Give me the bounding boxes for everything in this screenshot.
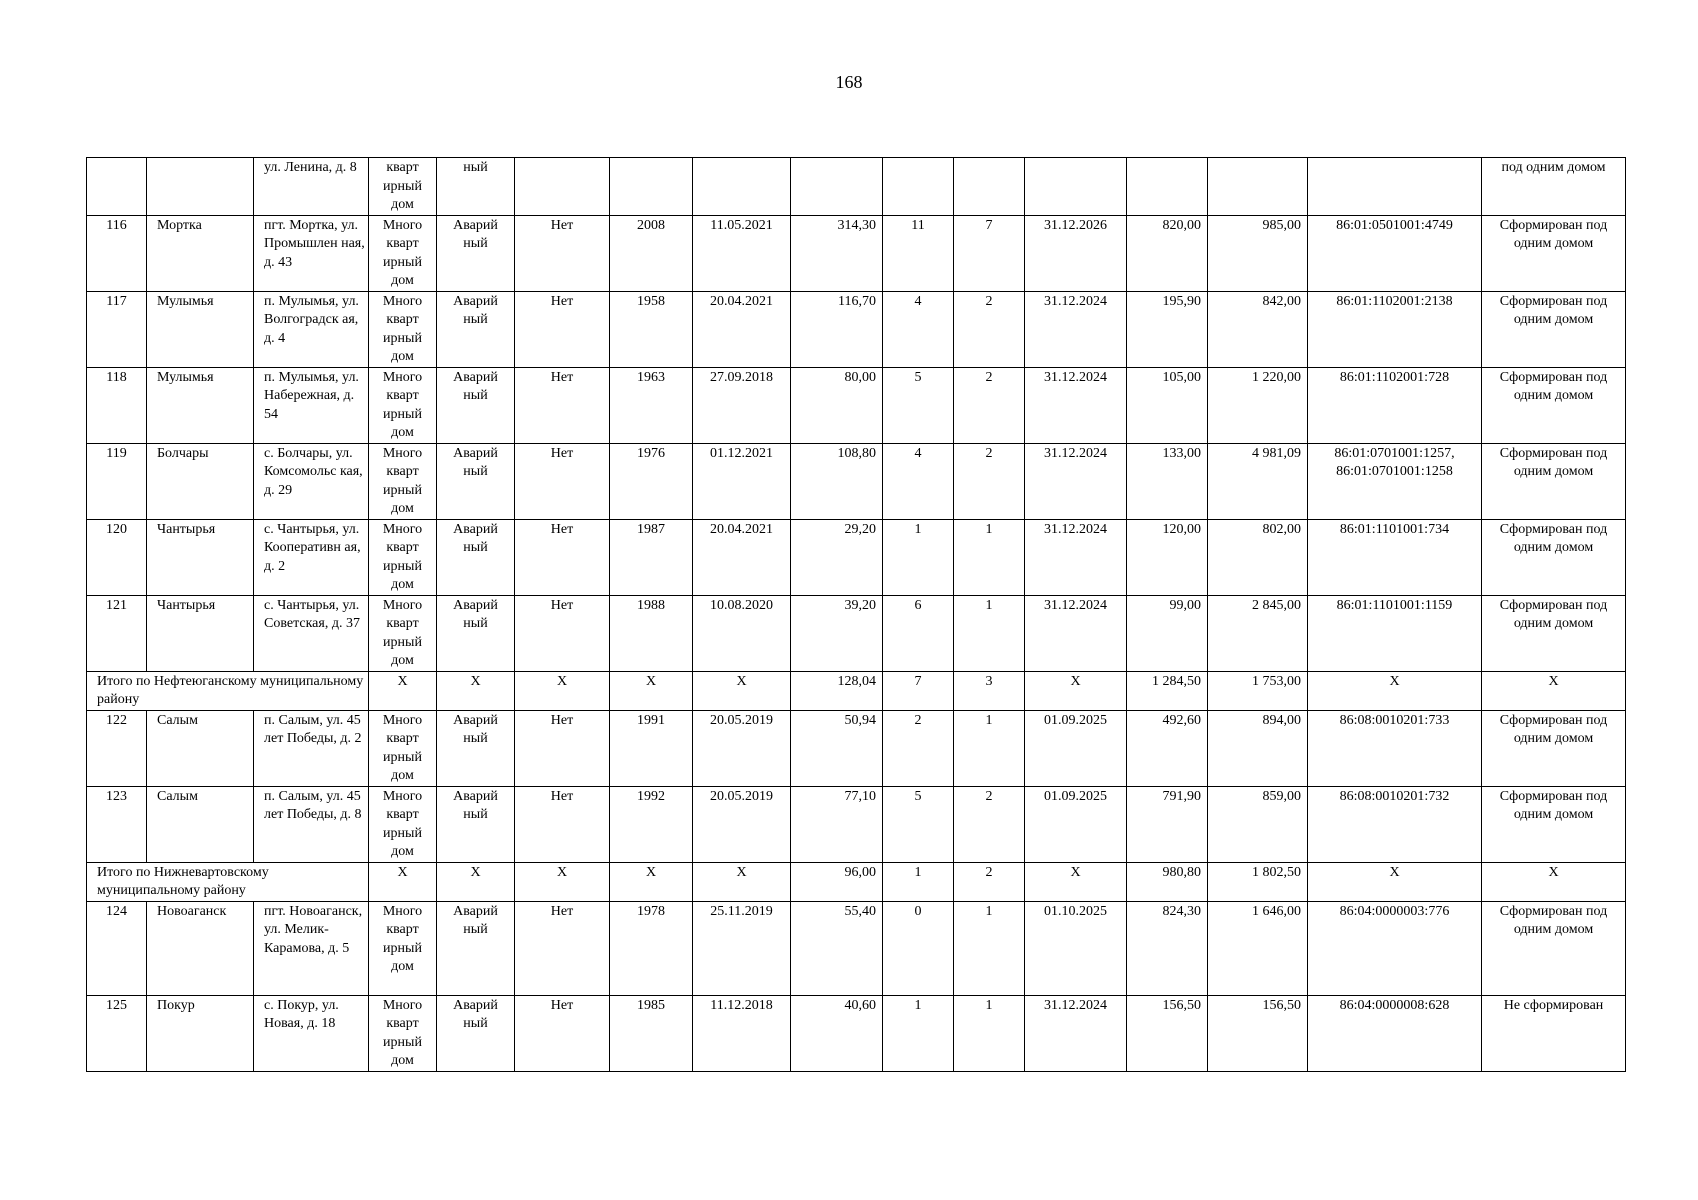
cell-number: 122: [87, 710, 147, 786]
cell-flag: Нет: [515, 901, 610, 995]
cell-area-land2: 1 220,00: [1208, 367, 1308, 443]
cell-date: Х: [693, 671, 791, 710]
cell-area-land: 1 284,50: [1127, 671, 1208, 710]
cell-address: с. Чантырья, ул. Советская, д. 37: [254, 595, 369, 671]
table-row: [87, 367, 1626, 443]
cell-residents: 6: [883, 595, 954, 671]
cell-area-land: 820,00: [1127, 215, 1208, 291]
cell-flag: Нет: [515, 291, 610, 367]
cell-address: с. Болчары, ул. Комсомольс кая, д. 29: [254, 443, 369, 519]
cell-flag: Нет: [515, 215, 610, 291]
cell-house-type: Много кварт ирный дом: [369, 595, 437, 671]
cell-land-status: Х: [1482, 671, 1626, 710]
cell-number: 118: [87, 367, 147, 443]
cell-number: 116: [87, 215, 147, 291]
cell-area: 314,30: [791, 215, 883, 291]
cell-deadline: 01.09.2025: [1025, 710, 1127, 786]
cell-area-land: 99,00: [1127, 595, 1208, 671]
cell-land-status: Сформирован под одним домом: [1482, 367, 1626, 443]
cell-area-land: 133,00: [1127, 443, 1208, 519]
cell-number: 117: [87, 291, 147, 367]
cell-premises: 2: [954, 367, 1025, 443]
cell-house-type: Много кварт ирный дом: [369, 519, 437, 595]
cell-deadline: 01.10.2025: [1025, 901, 1127, 995]
cell-cadastral: 86:01:1101001:1159: [1308, 595, 1482, 671]
cell-date: 11.12.2018: [693, 995, 791, 1071]
cell-year: 1976: [610, 443, 693, 519]
cell-premises: 7: [954, 215, 1025, 291]
cell-cadastral: 86:01:1102001:2138: [1308, 291, 1482, 367]
cell-area-land2: 985,00: [1208, 215, 1308, 291]
cell-area-land: 824,30: [1127, 901, 1208, 995]
cell-deadline: Х: [1025, 862, 1127, 901]
table-row: [87, 786, 1626, 862]
cell-flag: Нет: [515, 519, 610, 595]
cell-area: 128,04: [791, 671, 883, 710]
cell-area-land: 156,50: [1127, 995, 1208, 1071]
cell-deadline: 31.12.2024: [1025, 291, 1127, 367]
cell-flag: Х: [515, 671, 610, 710]
cell-deadline: 31.12.2024: [1025, 443, 1127, 519]
cell-house-type: Много кварт ирный дом: [369, 215, 437, 291]
cell-house-type: Много кварт ирный дом: [369, 710, 437, 786]
cell-year: 1963: [610, 367, 693, 443]
cell-year: 1958: [610, 291, 693, 367]
cell-cadastral: 86:01:1102001:728: [1308, 367, 1482, 443]
cell-flag: Нет: [515, 995, 610, 1071]
cell-settlement: Новоаганск: [147, 901, 254, 995]
cell-land-status: Сформирован под одним домом: [1482, 901, 1626, 995]
cell-cadastral: [1308, 158, 1482, 216]
cell-year: 1987: [610, 519, 693, 595]
cell-flag: Х: [515, 862, 610, 901]
cell-status: Аварий ный: [437, 710, 515, 786]
cell-area-land2: 1 646,00: [1208, 901, 1308, 995]
cell-date: 25.11.2019: [693, 901, 791, 995]
cell-date: 20.04.2021: [693, 519, 791, 595]
cell-status: Аварий ный: [437, 519, 515, 595]
cell-area: 29,20: [791, 519, 883, 595]
page-number: 168: [835, 72, 863, 92]
cell-residents: 5: [883, 367, 954, 443]
cell-premises: 2: [954, 862, 1025, 901]
cell-status: Аварий ный: [437, 595, 515, 671]
cell-area: 77,10: [791, 786, 883, 862]
cell-settlement: Чантырья: [147, 595, 254, 671]
cell-area: 96,00: [791, 862, 883, 901]
cell-address: п. Салым, ул. 45 лет Победы, д. 8: [254, 786, 369, 862]
cell-date: 01.12.2021: [693, 443, 791, 519]
cell-address: пгт. Мортка, ул. Промышлен ная, д. 43: [254, 215, 369, 291]
cell-house-type: Х: [369, 862, 437, 901]
cell-year: 1978: [610, 901, 693, 995]
cell-residents: 1: [883, 519, 954, 595]
table-row-continuation: [87, 158, 1626, 216]
cell-number: [87, 158, 147, 216]
cell-premises: 2: [954, 291, 1025, 367]
cell-date: Х: [693, 862, 791, 901]
cell-premises: 3: [954, 671, 1025, 710]
cell-house-type: Много кварт ирный дом: [369, 786, 437, 862]
cell-cadastral: 86:08:0010201:733: [1308, 710, 1482, 786]
cell-residents: 4: [883, 291, 954, 367]
cell-area: [791, 158, 883, 216]
cell-deadline: 31.12.2024: [1025, 519, 1127, 595]
cell-cadastral: 86:08:0010201:732: [1308, 786, 1482, 862]
cell-area: 55,40: [791, 901, 883, 995]
cell-flag: Нет: [515, 443, 610, 519]
table-row: [87, 443, 1626, 519]
cell-address: п. Салым, ул. 45 лет Победы, д. 2: [254, 710, 369, 786]
cell-deadline: [1025, 158, 1127, 216]
cell-premises: 1: [954, 710, 1025, 786]
cell-address: с. Чантырья, ул. Кооперативн ая, д. 2: [254, 519, 369, 595]
cell-settlement: Болчары: [147, 443, 254, 519]
cell-area-land2: [1208, 158, 1308, 216]
cell-residents: 5: [883, 786, 954, 862]
cell-deadline: 31.12.2024: [1025, 995, 1127, 1071]
cell-land-status: Сформирован под одним домом: [1482, 595, 1626, 671]
cell-house-type: Много кварт ирный дом: [369, 367, 437, 443]
table-row: [87, 901, 1626, 995]
cell-area-land2: 4 981,09: [1208, 443, 1308, 519]
table-row: [87, 291, 1626, 367]
cell-residents: 0: [883, 901, 954, 995]
cell-area-land2: 802,00: [1208, 519, 1308, 595]
cell-flag: Нет: [515, 595, 610, 671]
subtotal-row: [87, 862, 1626, 901]
subtotal-label: Итого по Нефтеюганскому муниципальному району: [87, 671, 369, 710]
cell-status: Аварий ный: [437, 367, 515, 443]
cell-residents: 1: [883, 862, 954, 901]
cell-address: пгт. Новоаганск, ул. Мелик-Карамова, д. 5: [254, 901, 369, 995]
cell-number: 124: [87, 901, 147, 995]
subtotal-row: [87, 671, 1626, 710]
cell-area: 40,60: [791, 995, 883, 1071]
cell-number: 121: [87, 595, 147, 671]
cell-flag: [515, 158, 610, 216]
cell-land-status: Сформирован под одним домом: [1482, 215, 1626, 291]
cell-status: Х: [437, 862, 515, 901]
cell-residents: 2: [883, 710, 954, 786]
cell-house-type: Много кварт ирный дом: [369, 291, 437, 367]
cell-land-status: Х: [1482, 862, 1626, 901]
cell-settlement: Чантырья: [147, 519, 254, 595]
cell-premises: [954, 158, 1025, 216]
table-row: [87, 519, 1626, 595]
cell-area-land: 980,80: [1127, 862, 1208, 901]
cell-settlement: Салым: [147, 786, 254, 862]
cell-premises: 1: [954, 519, 1025, 595]
cell-address: ул. Ленина, д. 8: [254, 158, 369, 216]
cell-year: 2008: [610, 215, 693, 291]
cell-year: 1988: [610, 595, 693, 671]
cell-status: ный: [437, 158, 515, 216]
cell-area: 50,94: [791, 710, 883, 786]
cell-date: 27.09.2018: [693, 367, 791, 443]
cell-date: [693, 158, 791, 216]
cell-status: Аварий ный: [437, 215, 515, 291]
cell-deadline: 31.12.2024: [1025, 367, 1127, 443]
cell-year: 1985: [610, 995, 693, 1071]
cell-address: п. Мулымья, ул. Волгоградск ая, д. 4: [254, 291, 369, 367]
cell-premises: 1: [954, 595, 1025, 671]
cell-cadastral: 86:01:1101001:734: [1308, 519, 1482, 595]
cell-date: 20.05.2019: [693, 710, 791, 786]
cell-residents: 7: [883, 671, 954, 710]
cell-cadastral: 86:01:0701001:1257, 86:01:0701001:1258: [1308, 443, 1482, 519]
cell-year: 1991: [610, 710, 693, 786]
cell-status: Аварий ный: [437, 443, 515, 519]
cell-area-land: [1127, 158, 1208, 216]
cell-cadastral: Х: [1308, 862, 1482, 901]
cell-house-type: кварт ирный дом: [369, 158, 437, 216]
cell-number: 123: [87, 786, 147, 862]
cell-land-status: Сформирован под одним домом: [1482, 710, 1626, 786]
cell-cadastral: 86:04:0000003:776: [1308, 901, 1482, 995]
cell-deadline: Х: [1025, 671, 1127, 710]
cell-house-type: Много кварт ирный дом: [369, 995, 437, 1071]
cell-area-land2: 156,50: [1208, 995, 1308, 1071]
cell-premises: 2: [954, 443, 1025, 519]
cell-house-type: Много кварт ирный дом: [369, 443, 437, 519]
cell-status: Аварий ный: [437, 291, 515, 367]
housing-registry-table: [86, 157, 1626, 1072]
cell-land-status: Не сформирован: [1482, 995, 1626, 1071]
cell-year: [610, 158, 693, 216]
cell-cadastral: Х: [1308, 671, 1482, 710]
cell-land-status: Сформирован под одним домом: [1482, 291, 1626, 367]
cell-area-land2: 1 802,50: [1208, 862, 1308, 901]
cell-premises: 1: [954, 901, 1025, 995]
cell-address: с. Покур, ул. Новая, д. 18: [254, 995, 369, 1071]
cell-address: п. Мулымья, ул. Набережная, д. 54: [254, 367, 369, 443]
cell-status: Х: [437, 671, 515, 710]
cell-premises: 2: [954, 786, 1025, 862]
table-row: [87, 710, 1626, 786]
cell-land-status: под одним домом: [1482, 158, 1626, 216]
cell-residents: 11: [883, 215, 954, 291]
cell-area-land: 120,00: [1127, 519, 1208, 595]
cell-year: Х: [610, 862, 693, 901]
cell-area: 116,70: [791, 291, 883, 367]
table-row: [87, 595, 1626, 671]
cell-year: 1992: [610, 786, 693, 862]
cell-settlement: Мортка: [147, 215, 254, 291]
cell-flag: Нет: [515, 710, 610, 786]
cell-area-land: 791,90: [1127, 786, 1208, 862]
cell-area-land: 105,00: [1127, 367, 1208, 443]
cell-residents: [883, 158, 954, 216]
cell-area-land2: 1 753,00: [1208, 671, 1308, 710]
cell-settlement: [147, 158, 254, 216]
cell-land-status: Сформирован под одним домом: [1482, 519, 1626, 595]
cell-house-type: Много кварт ирный дом: [369, 901, 437, 995]
cell-cadastral: 86:04:0000008:628: [1308, 995, 1482, 1071]
cell-date: 20.05.2019: [693, 786, 791, 862]
cell-settlement: Салым: [147, 710, 254, 786]
cell-land-status: Сформирован под одним домом: [1482, 443, 1626, 519]
cell-settlement: Мулымья: [147, 367, 254, 443]
cell-flag: Нет: [515, 786, 610, 862]
cell-flag: Нет: [515, 367, 610, 443]
cell-settlement: Мулымья: [147, 291, 254, 367]
cell-year: Х: [610, 671, 693, 710]
cell-area-land2: 894,00: [1208, 710, 1308, 786]
cell-deadline: 01.09.2025: [1025, 786, 1127, 862]
cell-area: 80,00: [791, 367, 883, 443]
cell-residents: 1: [883, 995, 954, 1071]
table-row: [87, 995, 1626, 1071]
cell-date: 11.05.2021: [693, 215, 791, 291]
cell-area-land2: 842,00: [1208, 291, 1308, 367]
cell-number: 119: [87, 443, 147, 519]
table-row: [87, 215, 1626, 291]
cell-cadastral: 86:01:0501001:4749: [1308, 215, 1482, 291]
cell-deadline: 31.12.2026: [1025, 215, 1127, 291]
cell-status: Аварий ный: [437, 995, 515, 1071]
cell-premises: 1: [954, 995, 1025, 1071]
subtotal-label: Итого по Нижневартовскому муниципальному району: [87, 862, 369, 901]
cell-settlement: Покур: [147, 995, 254, 1071]
cell-residents: 4: [883, 443, 954, 519]
cell-area-land: 492,60: [1127, 710, 1208, 786]
cell-area-land2: 2 845,00: [1208, 595, 1308, 671]
cell-status: Аварий ный: [437, 786, 515, 862]
cell-number: 120: [87, 519, 147, 595]
cell-status: Аварий ный: [437, 901, 515, 995]
cell-deadline: 31.12.2024: [1025, 595, 1127, 671]
cell-number: 125: [87, 995, 147, 1071]
cell-area-land2: 859,00: [1208, 786, 1308, 862]
cell-area: 108,80: [791, 443, 883, 519]
cell-area-land: 195,90: [1127, 291, 1208, 367]
cell-land-status: Сформирован под одним домом: [1482, 786, 1626, 862]
cell-area: 39,20: [791, 595, 883, 671]
cell-house-type: Х: [369, 671, 437, 710]
cell-date: 10.08.2020: [693, 595, 791, 671]
cell-date: 20.04.2021: [693, 291, 791, 367]
